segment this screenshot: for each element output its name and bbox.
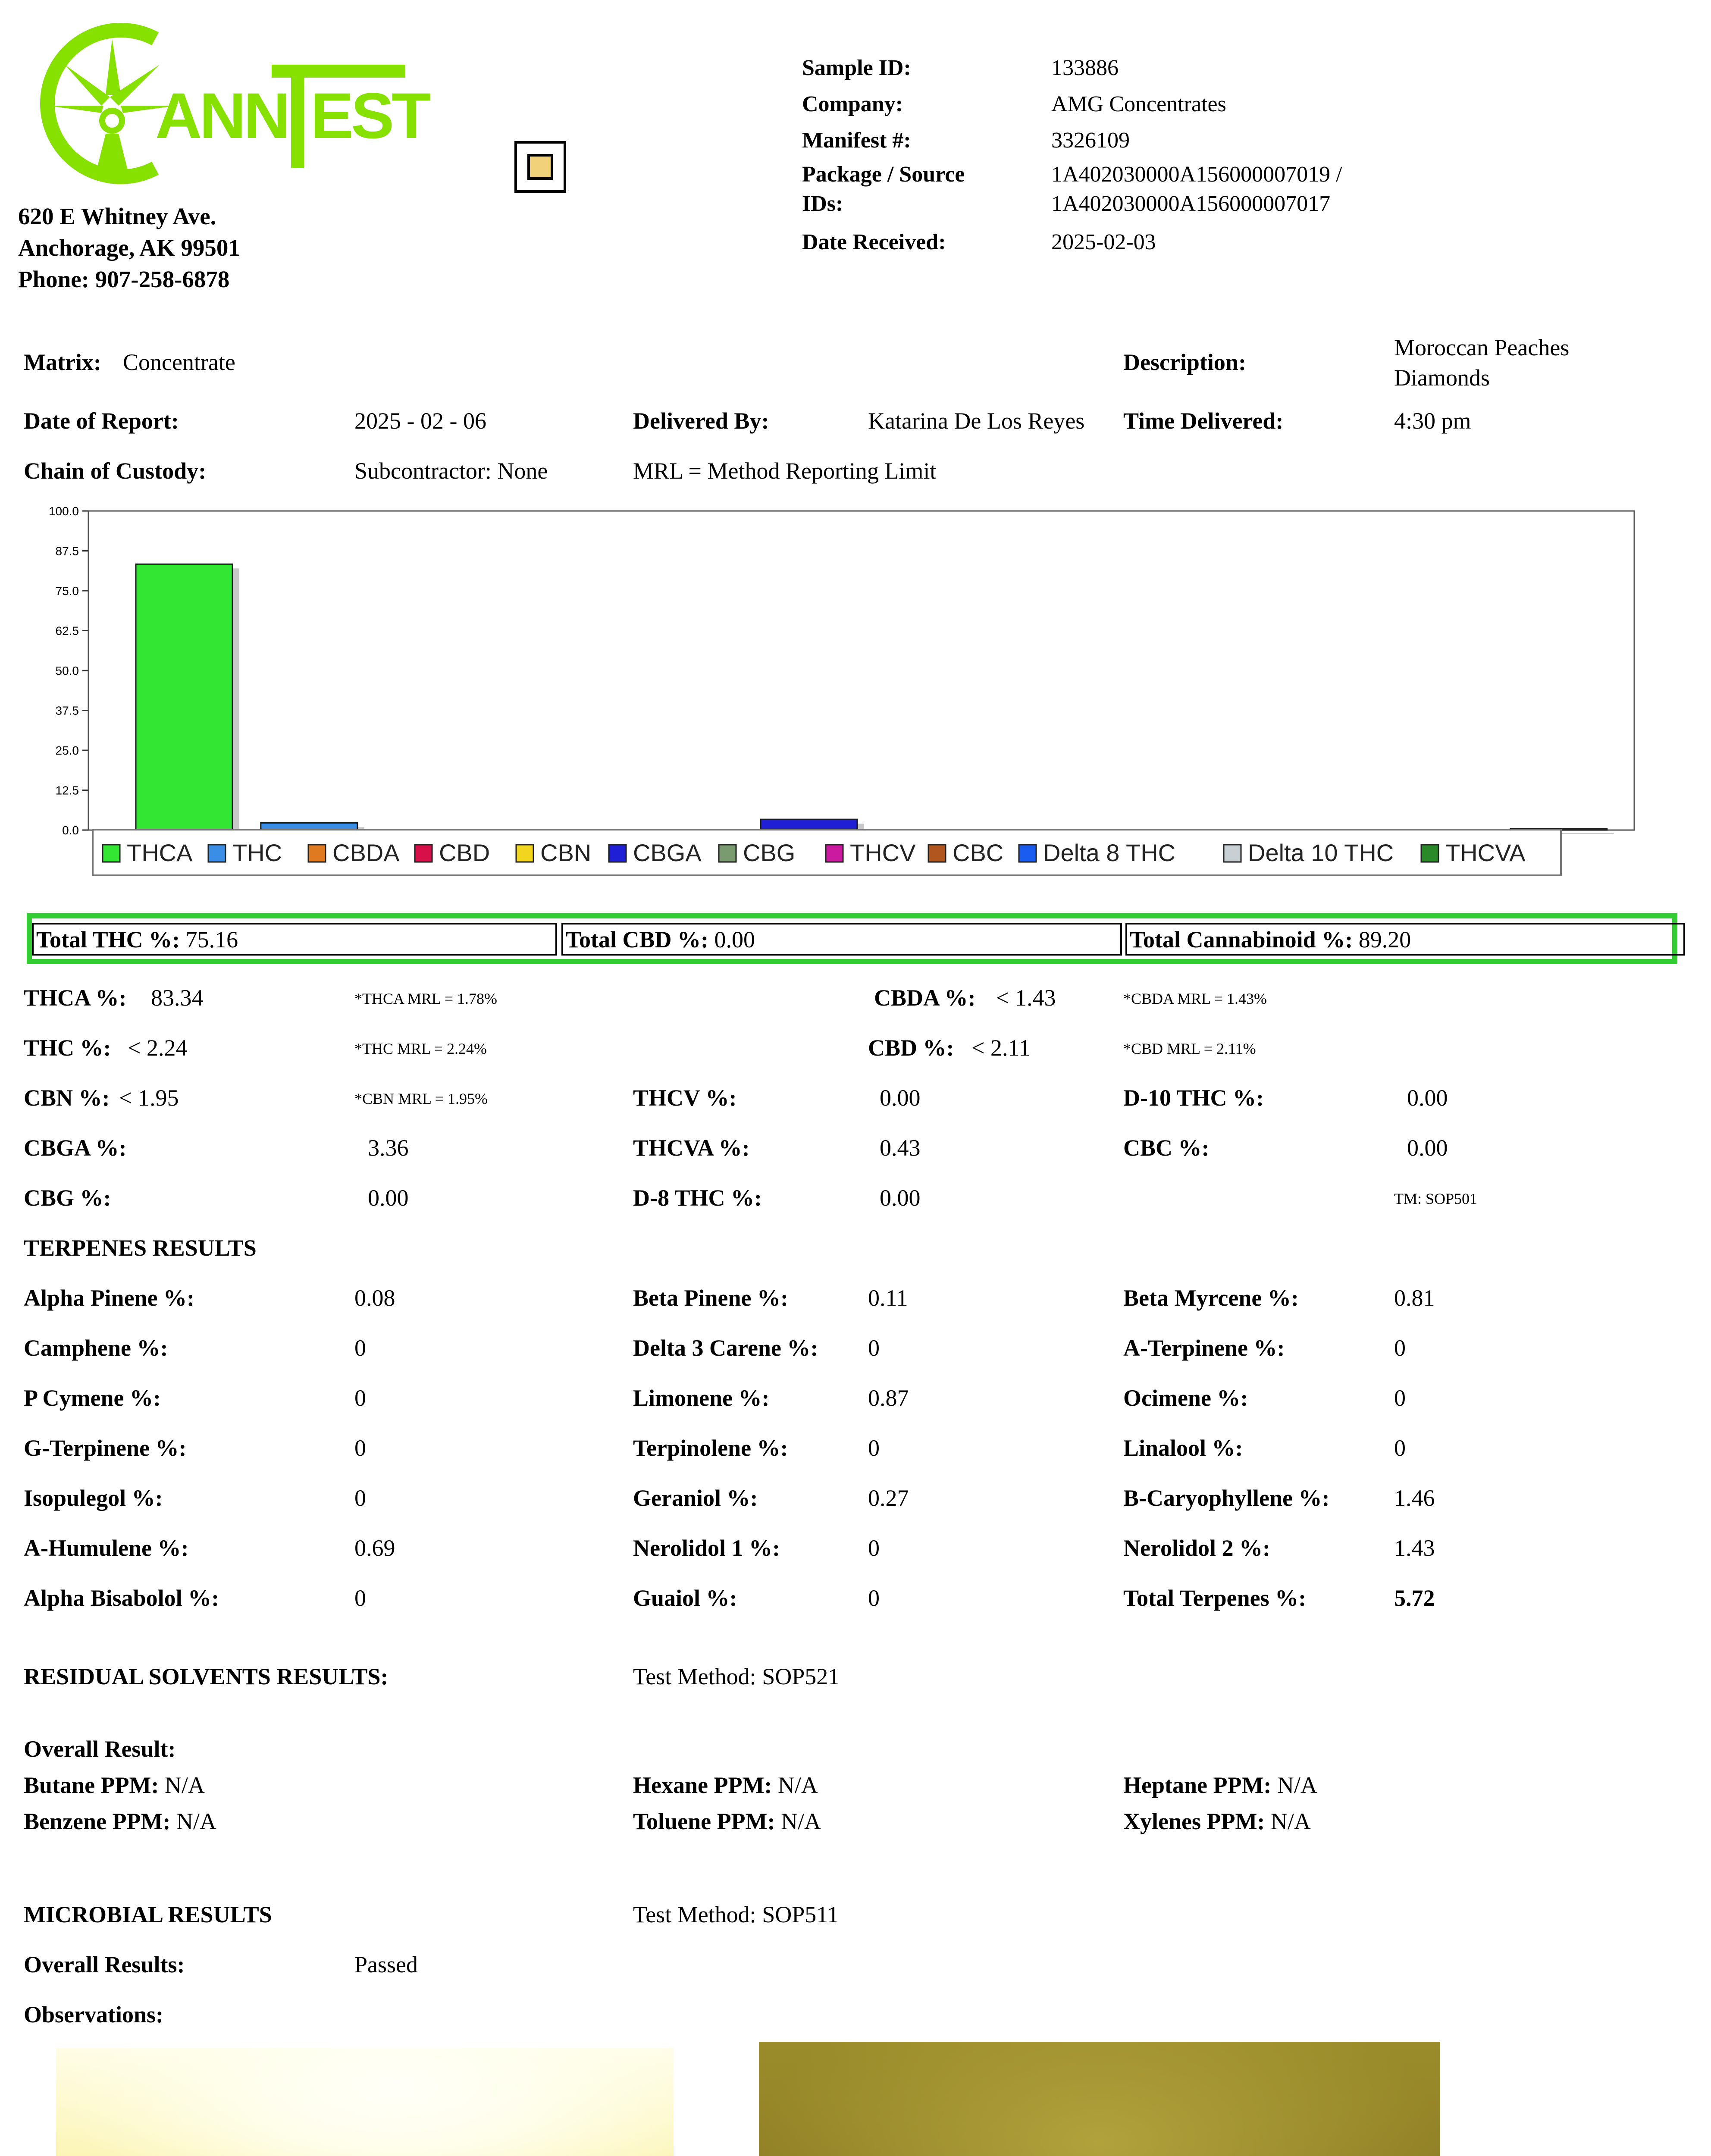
total-cbd-value: 0.00 (714, 927, 755, 953)
mrl-note: MRL = Method Reporting Limit (633, 458, 937, 484)
legend-swatch (826, 845, 843, 862)
microbial-heading: MICROBIAL RESULTS (24, 1902, 272, 1927)
test-method-sop501: TM: SOP501 (1394, 1190, 1478, 1207)
bar-cbga (761, 819, 857, 830)
total-thc-value: 75.16 (185, 927, 238, 953)
date-of-report-label: Date of Report: (24, 408, 179, 434)
chain-of-custody-label: Chain of Custody: (24, 458, 207, 484)
terpene-value: 0.11 (868, 1285, 908, 1311)
y-tick-label: 50.0 (55, 664, 79, 677)
terpene-label: G-Terpinene %: (24, 1435, 187, 1461)
thcv-label: THCV %: (633, 1085, 737, 1111)
package-id-2: 1A402030000A156000007017 (1051, 191, 1331, 216)
terpene-label: A-Terpinene %: (1123, 1335, 1285, 1361)
y-tick-label: 37.5 (55, 704, 79, 718)
solvents-overall-label: Overall Result: (24, 1736, 176, 1762)
heptane-row (1123, 1771, 1317, 1799)
matrix: Concentrate (123, 349, 235, 375)
legend-swatch (609, 845, 626, 862)
sample-photo-bright (56, 2048, 674, 2156)
toluene-row (633, 1808, 821, 1835)
cbn-value: < 1.95 (119, 1085, 179, 1111)
terpene-value: 0 (1394, 1435, 1406, 1461)
terpene-label: Isopulegol %: (24, 1485, 163, 1511)
total-thc-label: Total THC %: (36, 927, 180, 953)
terpene-label: A-Humulene %: (24, 1535, 189, 1561)
thc-mrl: *THC MRL = 2.24% (354, 1040, 487, 1057)
delivered-by: Katarina De Los Reyes (868, 408, 1085, 434)
legend-swatch (1421, 845, 1438, 862)
legend-swatch (928, 845, 946, 862)
chain-of-custody: Subcontractor: None (354, 458, 548, 484)
terpene-label: Total Terpenes %: (1123, 1585, 1307, 1611)
microbial-overall: Passed (354, 1952, 418, 1977)
hexane-label: Hexane PPM: (633, 1772, 772, 1798)
cbc-value: 0.00 (1407, 1135, 1448, 1161)
lab-address-line2: Anchorage, AK 99501 (18, 235, 240, 261)
terpene-value: 0.08 (354, 1285, 395, 1311)
microbial-test-method: Test Method: SOP511 (633, 1902, 839, 1927)
solvents-test-method: Test Method: SOP521 (633, 1664, 840, 1689)
legend-label: CBGA (633, 839, 702, 866)
time-delivered-label: Time Delivered: (1123, 408, 1284, 434)
solvents-heading: RESIDUAL SOLVENTS RESULTS: (24, 1664, 389, 1689)
terpene-value: 0.87 (868, 1385, 909, 1411)
terpene-value: 0 (868, 1335, 880, 1361)
terpene-label: Ocimene %: (1123, 1385, 1248, 1411)
terpene-label: Guaiol %: (633, 1585, 737, 1611)
y-tick-label: 100.0 (48, 505, 79, 518)
svg-text:EST: EST (310, 79, 429, 152)
terpene-label: Terpinolene %: (633, 1435, 788, 1461)
cbd-label: CBD %: (868, 1035, 954, 1061)
total-cannabinoid-value: 89.20 (1358, 927, 1411, 953)
canntest-logo (13, 13, 429, 194)
y-tick-label: 12.5 (55, 783, 79, 797)
matrix-label: Matrix: (24, 349, 101, 375)
thcva-value: 0.43 (880, 1135, 921, 1161)
heptane-label: Heptane PPM: (1123, 1772, 1272, 1798)
thc-value: < 2.24 (128, 1035, 188, 1061)
terpene-label: Linalool %: (1123, 1435, 1243, 1461)
company-label: Company: (802, 92, 903, 116)
date-of-report: 2025 - 02 - 06 (354, 408, 486, 434)
terpene-value: 1.43 (1394, 1535, 1435, 1561)
toluene-label: Toluene PPM: (633, 1808, 775, 1834)
sample-id-label: Sample ID: (802, 56, 911, 80)
terpene-value: 0 (868, 1585, 880, 1611)
y-tick-label: 62.5 (55, 624, 79, 638)
manifest-label: Manifest #: (802, 128, 911, 153)
legend-swatch (1224, 845, 1241, 862)
terpene-label: Alpha Bisabolol %: (24, 1585, 219, 1611)
package-label-2: IDs: (802, 191, 843, 216)
terpene-label: Beta Myrcene %: (1123, 1285, 1299, 1311)
terpene-value: 0 (1394, 1335, 1406, 1361)
legend-swatch (103, 845, 120, 862)
thcva-label: THCVA %: (633, 1135, 750, 1161)
cbd-mrl: *CBD MRL = 2.11% (1123, 1040, 1256, 1057)
description-line2: Diamonds (1394, 365, 1490, 391)
description-line1: Moroccan Peaches (1394, 335, 1570, 360)
terpene-value: 1.46 (1394, 1485, 1435, 1511)
terpene-label: Limonene %: (633, 1385, 770, 1411)
terpene-label: Nerolidol 2 %: (1123, 1535, 1270, 1561)
legend-swatch (308, 845, 326, 862)
y-tick-label: 25.0 (55, 744, 79, 757)
terpene-label: Nerolidol 1 %: (633, 1535, 780, 1561)
xylenes-value: N/A (1270, 1808, 1311, 1834)
hexane-value: N/A (777, 1772, 818, 1798)
cbda-label: CBDA %: (874, 985, 976, 1011)
thca-label: THCA %: (24, 985, 127, 1011)
legend-swatch (516, 845, 533, 862)
total-cbd-label: Total CBD %: (566, 927, 709, 953)
sample-photo-dark (759, 2042, 1440, 2156)
lab-phone: Phone: 907-258-6878 (18, 266, 230, 292)
benzene-label: Benzene PPM: (24, 1808, 171, 1834)
thca-value: 83.34 (151, 985, 204, 1011)
hexane-row (633, 1771, 818, 1799)
observations-label: Observations: (24, 2002, 163, 2028)
legend-label: THC (232, 839, 282, 866)
legend-label: Delta 8 THC (1043, 839, 1176, 866)
cbga-label: CBGA %: (24, 1135, 127, 1161)
total-cbd (561, 923, 1122, 956)
terpene-value: 0 (354, 1585, 366, 1611)
cbda-mrl: *CBDA MRL = 1.43% (1123, 990, 1267, 1007)
delivered-by-label: Delivered By: (633, 408, 769, 434)
cbg-label: CBG %: (24, 1185, 111, 1211)
legend-swatch (1019, 845, 1036, 862)
terpene-label: Alpha Pinene %: (24, 1285, 195, 1311)
toluene-value: N/A (780, 1808, 821, 1834)
time-delivered: 4:30 pm (1394, 408, 1471, 434)
legend-label: CBD (439, 839, 490, 866)
heptane-value: N/A (1277, 1772, 1317, 1798)
legend-label: CBN (540, 839, 592, 866)
cbda-value: < 1.43 (996, 985, 1056, 1011)
thcv-value: 0.00 (880, 1085, 921, 1111)
legend-label: THCA (127, 839, 193, 866)
legend-label: THCV (850, 839, 916, 866)
thc-label: THC %: (24, 1035, 111, 1061)
cbn-label: CBN %: (24, 1085, 110, 1111)
bar-thca (136, 564, 232, 830)
legend-label: Delta 10 THC (1248, 839, 1394, 866)
y-tick-label: 0.0 (62, 824, 79, 837)
d8-thc-value: 0.00 (880, 1185, 921, 1211)
benzene-row (24, 1808, 216, 1835)
legend-swatch (208, 845, 226, 862)
butane-row (24, 1771, 205, 1799)
lab-address-line1: 620 E Whitney Ave. (18, 203, 216, 229)
legend-label: THCVA (1445, 839, 1526, 866)
manifest: 3326109 (1051, 128, 1130, 153)
terpene-value: 0 (354, 1335, 366, 1361)
terpene-label: P Cymene %: (24, 1385, 161, 1411)
cbga-value: 3.36 (368, 1135, 409, 1161)
package-label-1: Package / Source (802, 162, 965, 187)
terpenes-heading: TERPENES RESULTS (24, 1235, 257, 1261)
terpene-value: 0 (354, 1435, 366, 1461)
cannabinoid-bar-chart (0, 496, 1711, 901)
xylenes-label: Xylenes PPM: (1123, 1808, 1265, 1834)
terpene-label: Camphene %: (24, 1335, 168, 1361)
thca-mrl: *THCA MRL = 1.78% (354, 990, 497, 1007)
terpene-label: Geraniol %: (633, 1485, 758, 1511)
company: AMG Concentrates (1051, 92, 1226, 116)
total-thc (32, 923, 557, 956)
benzene-value: N/A (176, 1808, 216, 1834)
terpene-value: 0 (868, 1535, 880, 1561)
date-received-label: Date Received: (802, 230, 946, 254)
legend-label: CBDA (332, 839, 400, 866)
terpene-label: Beta Pinene %: (633, 1285, 788, 1311)
terpene-value: 0.69 (354, 1535, 395, 1561)
terpene-value: 0 (868, 1435, 880, 1461)
cbg-value: 0.00 (368, 1185, 409, 1211)
terpene-value: 0 (354, 1485, 366, 1511)
description-label: Description: (1123, 349, 1246, 375)
y-tick-label: 75.0 (55, 584, 79, 598)
legend-label: CBG (743, 839, 796, 866)
document-icon (514, 141, 566, 193)
y-tick-label: 87.5 (55, 544, 79, 558)
cbd-value: < 2.11 (971, 1035, 1031, 1061)
terpene-value: 0 (1394, 1385, 1406, 1411)
butane-value: N/A (164, 1772, 205, 1798)
chart-plot-area (88, 511, 1634, 830)
total-cannabinoid (1125, 923, 1685, 956)
terpene-value: 0.81 (1394, 1285, 1435, 1311)
terpene-value: 5.72 (1394, 1585, 1435, 1611)
d8-thc-label: D-8 THC %: (633, 1185, 762, 1211)
xylenes-row (1123, 1808, 1311, 1835)
microbial-overall-label: Overall Results: (24, 1952, 185, 1977)
date-received: 2025-02-03 (1051, 230, 1156, 254)
cbc-label: CBC %: (1123, 1135, 1210, 1161)
total-cannabinoid-label: Total Cannabinoid %: (1130, 927, 1353, 953)
sample-id: 133886 (1051, 56, 1119, 80)
cbn-mrl: *CBN MRL = 1.95% (354, 1090, 488, 1107)
terpene-value: 0 (354, 1385, 366, 1411)
legend-label: CBC (953, 839, 1004, 866)
package-id-1: 1A402030000A156000007019 / (1051, 162, 1342, 187)
svg-text:ANN: ANN (155, 79, 288, 152)
d10-thc-value: 0.00 (1407, 1085, 1448, 1111)
butane-label: Butane PPM: (24, 1772, 159, 1798)
legend-swatch (719, 845, 736, 862)
terpene-value: 0.27 (868, 1485, 909, 1511)
legend-swatch (415, 845, 432, 862)
terpene-label: Delta 3 Carene %: (633, 1335, 818, 1361)
terpene-label: B-Caryophyllene %: (1123, 1485, 1330, 1511)
d10-thc-label: D-10 THC %: (1123, 1085, 1264, 1111)
